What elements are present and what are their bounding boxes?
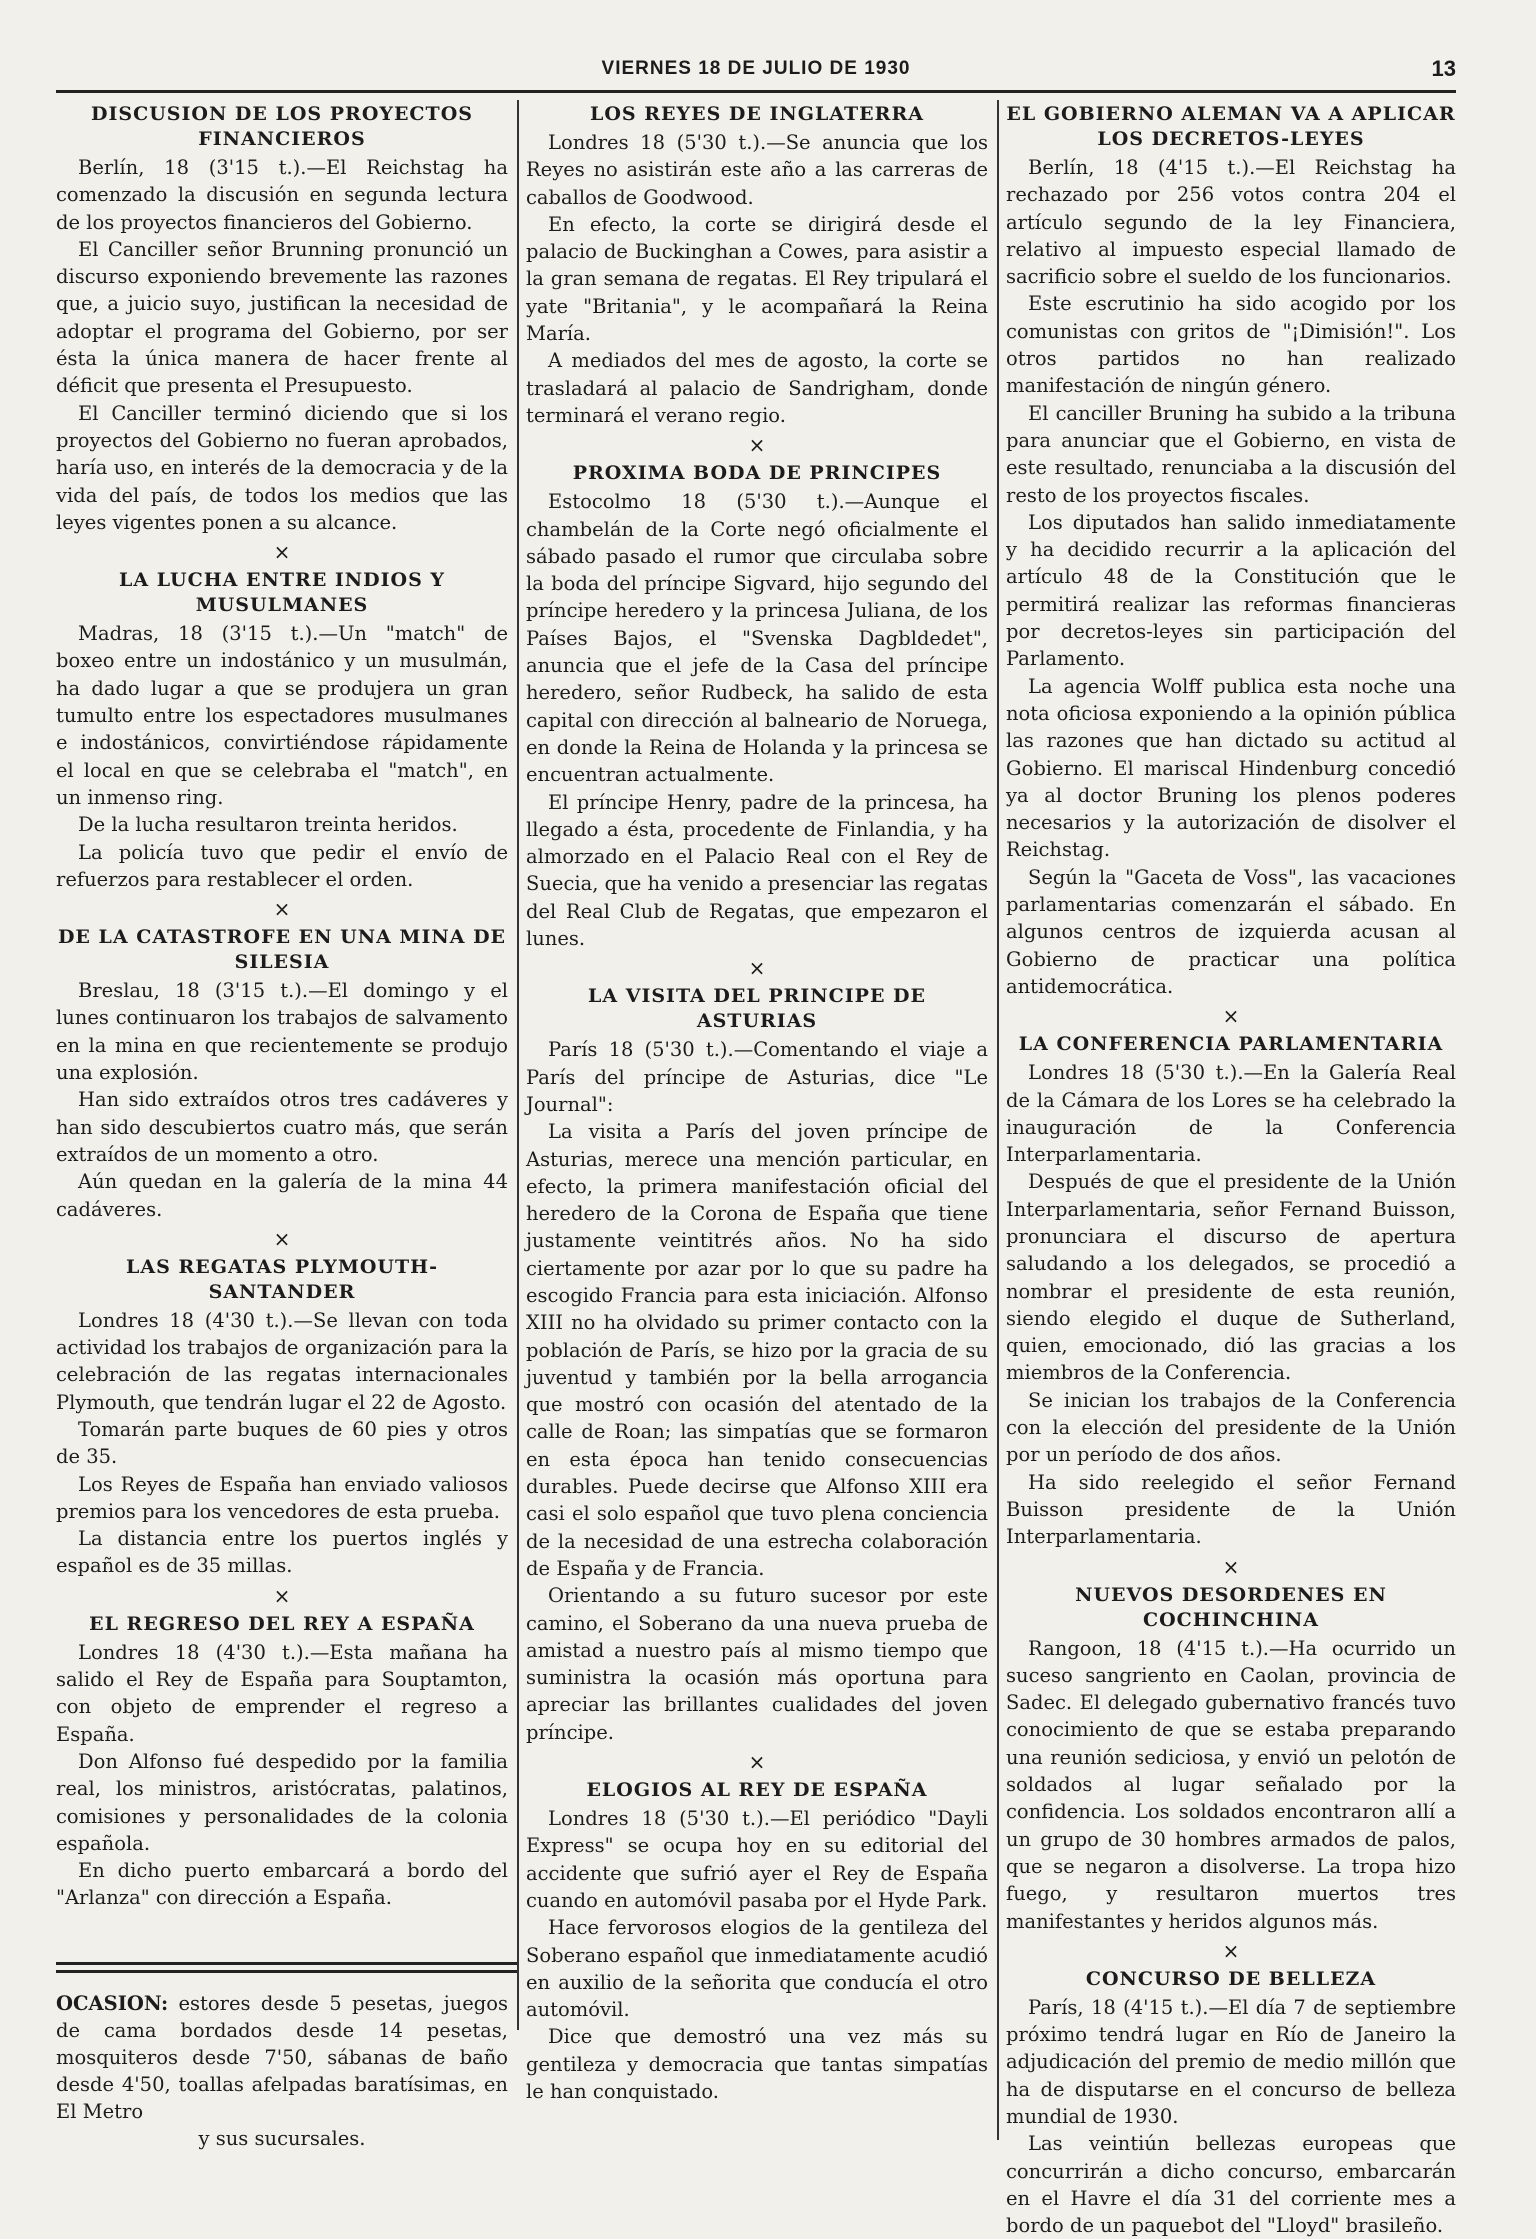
header-date: VIERNES 18 DE JULIO DE 1930 <box>601 58 911 79</box>
article-paragraph: Orientando a su futuro sucesor por este camino, el Soberano da una nueva prueba de amistad a nuestro país al mismo tiempo que suministra la ocasión más oportuna para apreciar las brillantes cualidades del joven príncipe. <box>526 1584 988 1744</box>
article-paragraph: Este escrutinio ha sido acogido por los comunistas con gritos de "¡Dimisión!". Los otros partidos no han realizado manifestación de ningún género. <box>1006 292 1456 398</box>
ad-tail: y sus sucursales. <box>198 2127 366 2150</box>
article-paragraph: Estocolmo 18 (5'30 t.).—Aunque el chambelán de la Corte negó oficialmente el sábado pasado el rumor que circulaba sobre la boda del príncipe Sigvard, hijo segundo del príncipe heredero y la princesa Juliana, de los Países Bajos, el "Svenska Dagbldedet", anuncia que el jefe de la Casa del príncipe heredero, señor Rudbeck, ha salido de esta capital con dirección al balneario de Noruega, en donde la Reina de Holanda y la princesa se encuentran actualmente. <box>526 490 988 787</box>
separator-mark: × <box>273 1583 291 1608</box>
separator-mark: × <box>748 1750 766 1775</box>
article-paragraph: Londres 18 (5'30 t.).—Se anuncia que los Reyes no asistirán este año a las carreras de caballos de Goodwood. <box>526 131 988 209</box>
article-title: PROXIMA BODA DE PRINCIPES <box>572 462 942 485</box>
separator-mark: × <box>273 540 291 565</box>
article-paragraph: El príncipe Henry, padre de la princesa, ha llegado a ésta, procedente de Finlandia, y ha almorzado en el Palacio Real con el Rey de Suecia, que ha venido a presenciar las regatas del Real Club de Regatas, que empezaron el lunes. <box>526 790 988 951</box>
article <box>56 925 508 1223</box>
column-divider-2 <box>997 100 999 2140</box>
article <box>56 1612 508 1912</box>
article-paragraph: Se inician los trabajos de la Conferencia con la elección del presidente de la Unión por un período de dos años. <box>1006 1388 1456 1467</box>
article-paragraph: Rangoon, 18 (4'15 t.).—Ha ocurrido un suceso sangriento en Caolan, provincia de Sadec. El delegado gubernativo francés tuvo conocimiento de que se estaba preparando una reunión sediciosa, y envió un pelotón de soldados al lugar señalado por la confidencia. Los soldados encontraron allí a un grupo de 30 hombres armados de palos, que se negaron a disolverse. La tropa hizo fuego, y resultaron muertos tres manifestantes y heridos algunos más. <box>1006 1636 1456 1933</box>
column-divider-1 <box>517 100 519 2030</box>
article-title: NUEVOS DESORDENES EN COCHINCHINA <box>1075 1583 1387 1631</box>
article-paragraph: La agencia Wolff publica esta noche una nota oficiosa exponiendo a la opinión pública las razones que han dictado su actitud al Gobierno. El mariscal Hindenburg concedió ya al doctor Bruning los plenos poderes necesarios y la autorización de disolver el Reichstag. <box>1006 674 1456 862</box>
article-title: ELOGIOS AL REY DE ESPAÑA <box>586 1779 928 1802</box>
article-title: EL REGRESO DEL REY A ESPAÑA <box>89 1612 475 1635</box>
article-paragraph: Berlín, 18 (4'15 t.).—El Reichstag ha rechazado por 256 votos contra 204 el artículo segundo de la ley Financiera, relativo al impuesto especial llamado de sacrificio sobre el sueldo de los funcionarios. <box>1006 156 1456 289</box>
article-paragraph: Hace fervorosos elogios de la gentileza del Soberano español que inmediatamente acudió en auxilio de la señorita que conducía el otro automóvil. <box>526 1916 988 2022</box>
separator-mark: × <box>748 956 766 981</box>
article-paragraph: París, 18 (4'15 t.).—El día 7 de septiembre próximo tendrá lugar en Río de Janeiro la adjudicación del premio de medio millón que ha de disputarse en el concurso de belleza mundial de 1930. <box>1006 1995 1456 2128</box>
article-paragraph: París 18 (5'30 t.).—Comentando el viaje a París del príncipe de Asturias, dice "Le Journal": <box>526 1038 988 1116</box>
article <box>56 568 508 893</box>
article-paragraph: Madras, 18 (3'15 t.).—Un "match" de boxeo entre un indostánico y un musulmán, ha dado lugar a que se produjera un gran tumulto entre los espectadores musulmanes e indostánicos, convirtiéndose rápidamente el local en que se celebraba el "match", en un inmenso ring. <box>56 622 508 809</box>
article <box>526 102 988 429</box>
article <box>526 984 988 1746</box>
article-paragraph: La distancia entre los puertos inglés y español es de 35 millas. <box>56 1527 508 1578</box>
separator-mark: × <box>748 433 766 458</box>
ad-rule-bottom <box>56 1970 517 1973</box>
article-title: LA VISITA DEL PRINCIPE DE ASTURIAS <box>587 985 927 1033</box>
newspaper-page <box>56 40 1456 2238</box>
article-paragraph: Breslau, 18 (3'15 t.).—El domingo y el lunes continuaron los trabajos de salvamento en la mina en que recientemente se produjo una explosión. <box>56 979 508 1085</box>
article <box>1006 1967 1456 2239</box>
article-paragraph: El Canciller terminó diciendo que si los proyectos del Gobierno no fueran aprobados, haría uso, en interés de la democracia y de la vida del país, de todos los medios que las leyes vigentes ponen a su alcance. <box>56 401 508 534</box>
ad-body: estores desde 5 pesetas, juegos de cama bordados desde 14 pesetas, mosquiteros desde 7'50, sábanas de baño desde 4'50, toallas afelpadas baratísimas, en El Metro <box>56 1992 508 2123</box>
column-3 <box>1006 100 1456 2239</box>
article-title: CONCURSO DE BELLEZA <box>1085 1967 1377 1990</box>
article-paragraph: Después de que el presidente de la Unión Interparlamentaria, señor Fernand Buisson, pronunciara el discurso de apertura saludando a los delegados, se procedió a nombrar el presidente de esta reunión, siendo elegido el duque de Sutherland, quien, emocionado, dió las gracias a los miembros de la Conferencia. <box>1006 1170 1456 1385</box>
ad-rule-top <box>56 1962 517 1965</box>
ad-title: OCASION: <box>56 1992 169 2015</box>
column-1 <box>56 100 508 1912</box>
article-title: LAS REGATAS PLYMOUTH-SANTANDER <box>126 1255 438 1303</box>
article-paragraph: Londres 18 (4'30 t.).—Se llevan con toda actividad los trabajos de organización para la celebración de las regatas internacionales Plymouth, que tendrán lugar el 22 de Agosto. <box>56 1308 508 1414</box>
classified-ad <box>56 1990 508 2152</box>
article-paragraph: En efecto, la corte se dirigirá desde el palacio de Buckinghan a Cowes, para asistir a la gran semana de regatas. El Rey tripulará el yate "Britania", y le acompañará la Reina María. <box>526 212 988 346</box>
article-paragraph: Las veintiún bellezas europeas que concurrirán a dicho concurso, embarcarán en el Havre el día 31 del corriente mes a bordo de un paquebot del "Lloyd" brasileño. <box>1006 2132 1456 2238</box>
article <box>56 1255 508 1580</box>
article-title: DE LA CATASTROFE EN UNA MINA DE SILESIA <box>57 926 507 974</box>
article-paragraph: El Canciller señor Brunning pronunció un discurso exponiendo brevemente las razones que, a juicio suyo, justifican la necesidad de adoptar el programa del Gobierno, por ser ésta la única manera de hacer frente al déficit que presenta el Presupuesto. <box>56 237 508 398</box>
article-paragraph: En dicho puerto embarcará a bordo del "Arlanza" con dirección a España. <box>56 1859 508 1910</box>
article-paragraph: Los Reyes de España han enviado valiosos premios para los vencedores de esta prueba. <box>56 1472 508 1523</box>
separator-mark: × <box>1222 1004 1240 1029</box>
article-paragraph: La visita a París del joven príncipe de Asturias, merece una mención particular, en efecto, la primera manifestación oficial del heredero de la Corona de España que tiene justamente veintitrés años. No ha sido ciertamente por azar por lo que su padre ha escogido Francia para esta iniciación. Alfonso XIII no ha olvidado su primer contacto con la población de París, se hizo por la gracia de su juventud y también por la bella arrogancia que mostró con ocasión del atentado de la calle de Roan; las simpatías que se formaron en esta época han tenido consecuencias durables. Puede decirse que Alfonso XIII era casi el solo español que tuvo plena conciencia de la necesidad de una estrecha colaboración de España y de Francia. <box>526 1120 988 1580</box>
article-paragraph: Berlín, 18 (3'15 t.).—El Reichstag ha comenzado la discusión en segunda lectura de los proyectos financieros del Gobierno. <box>56 156 508 234</box>
article-title: DISCUSION DE LOS PROYECTOS FINANCIEROS <box>91 103 473 150</box>
article-paragraph: Londres 18 (5'30 t.).—En la Galería Real de la Cámara de los Lores se ha celebrado la inauguración de la Conferencia Interparlamentaria. <box>1006 1061 1456 1167</box>
article-title: LA CONFERENCIA PARLAMENTARIA <box>1018 1033 1444 1056</box>
header-rule <box>56 90 1456 93</box>
article-paragraph: Don Alfonso fué despedido por la familia real, los ministros, aristócratas, palatinos, comisiones y personalidades de la colonia española. <box>56 1749 508 1855</box>
article-title: EL GOBIERNO ALEMAN VA A APLICAR LOS DECRETOS-LEYES <box>1006 103 1456 150</box>
article <box>526 461 988 952</box>
article-paragraph: Tomarán parte buques de 60 pies y otros de 35. <box>56 1417 508 1469</box>
article-paragraph: Dice que demostró una vez más su gentileza y democracia que tantas simpatías le han conquistado. <box>526 2025 988 2103</box>
article-paragraph: A mediados del mes de agosto, la corte se trasladará al palacio de Sandrigham, donde terminará el verano regio. <box>526 349 988 427</box>
article-paragraph: Londres 18 (4'30 t.).—Esta mañana ha salido el Rey de España para Souptamton, con objeto de emprender el regreso a España. <box>56 1640 508 1746</box>
article-title: LA LUCHA ENTRE INDIOS Y MUSULMANES <box>119 569 445 617</box>
article <box>1006 1032 1456 1550</box>
article-paragraph: Aún quedan en la galería de la mina 44 cadáveres. <box>56 1170 508 1221</box>
article-paragraph: De la lucha resultaron treinta heridos. <box>78 813 458 837</box>
article <box>526 1778 988 2105</box>
page-header <box>56 48 1456 88</box>
article-title: LOS REYES DE INGLATERRA <box>590 103 924 125</box>
separator-mark: × <box>273 897 291 922</box>
page-number: 13 <box>1431 56 1456 81</box>
article-paragraph: Ha sido reelegido el señor Fernand Buisson presidente de la Unión Interparlamentaria. <box>1006 1470 1456 1549</box>
column-2 <box>526 100 988 2105</box>
separator-mark: × <box>273 1226 291 1251</box>
article-paragraph: Londres 18 (5'30 t.).—El periódico "Dayli Express" se ocupa hoy en su editorial del accidente que sufrió ayer el Rey de España cuando en automóvil pasaba por el Hyde Park. <box>526 1807 988 1912</box>
separator-mark: × <box>1222 1554 1240 1579</box>
article-paragraph: Los diputados han salido inmediatamente y ha decidido recurrir a la aplicación del artículo 48 de la Constitución que le permitirá realizar las reformas financieras por decretos-leyes sin participación del Parlamento. <box>1006 510 1456 671</box>
article-paragraph: El canciller Bruning ha subido a la tribuna para anunciar que el Gobierno, en vista de este resultado, renunciaba a la discusión del resto de los proyectos fiscales. <box>1006 401 1456 507</box>
separator-mark: × <box>1222 1938 1240 1963</box>
article <box>56 102 508 536</box>
article-paragraph: Han sido extraídos otros tres cadáveres y han sido descubiertos cuatro más, que serán extraídos de un momento a otro. <box>56 1088 508 1166</box>
article-paragraph: Según la "Gaceta de Voss", las vacaciones parlamentarias comenzarán el sábado. En algunos centros de izquierda acusan al Gobierno de practicar una política antidemocrática. <box>1006 865 1456 998</box>
article <box>1006 102 1456 1000</box>
article-paragraph: La policía tuvo que pedir el envío de refuerzos para restablecer el orden. <box>56 840 508 891</box>
article <box>1006 1583 1456 1935</box>
